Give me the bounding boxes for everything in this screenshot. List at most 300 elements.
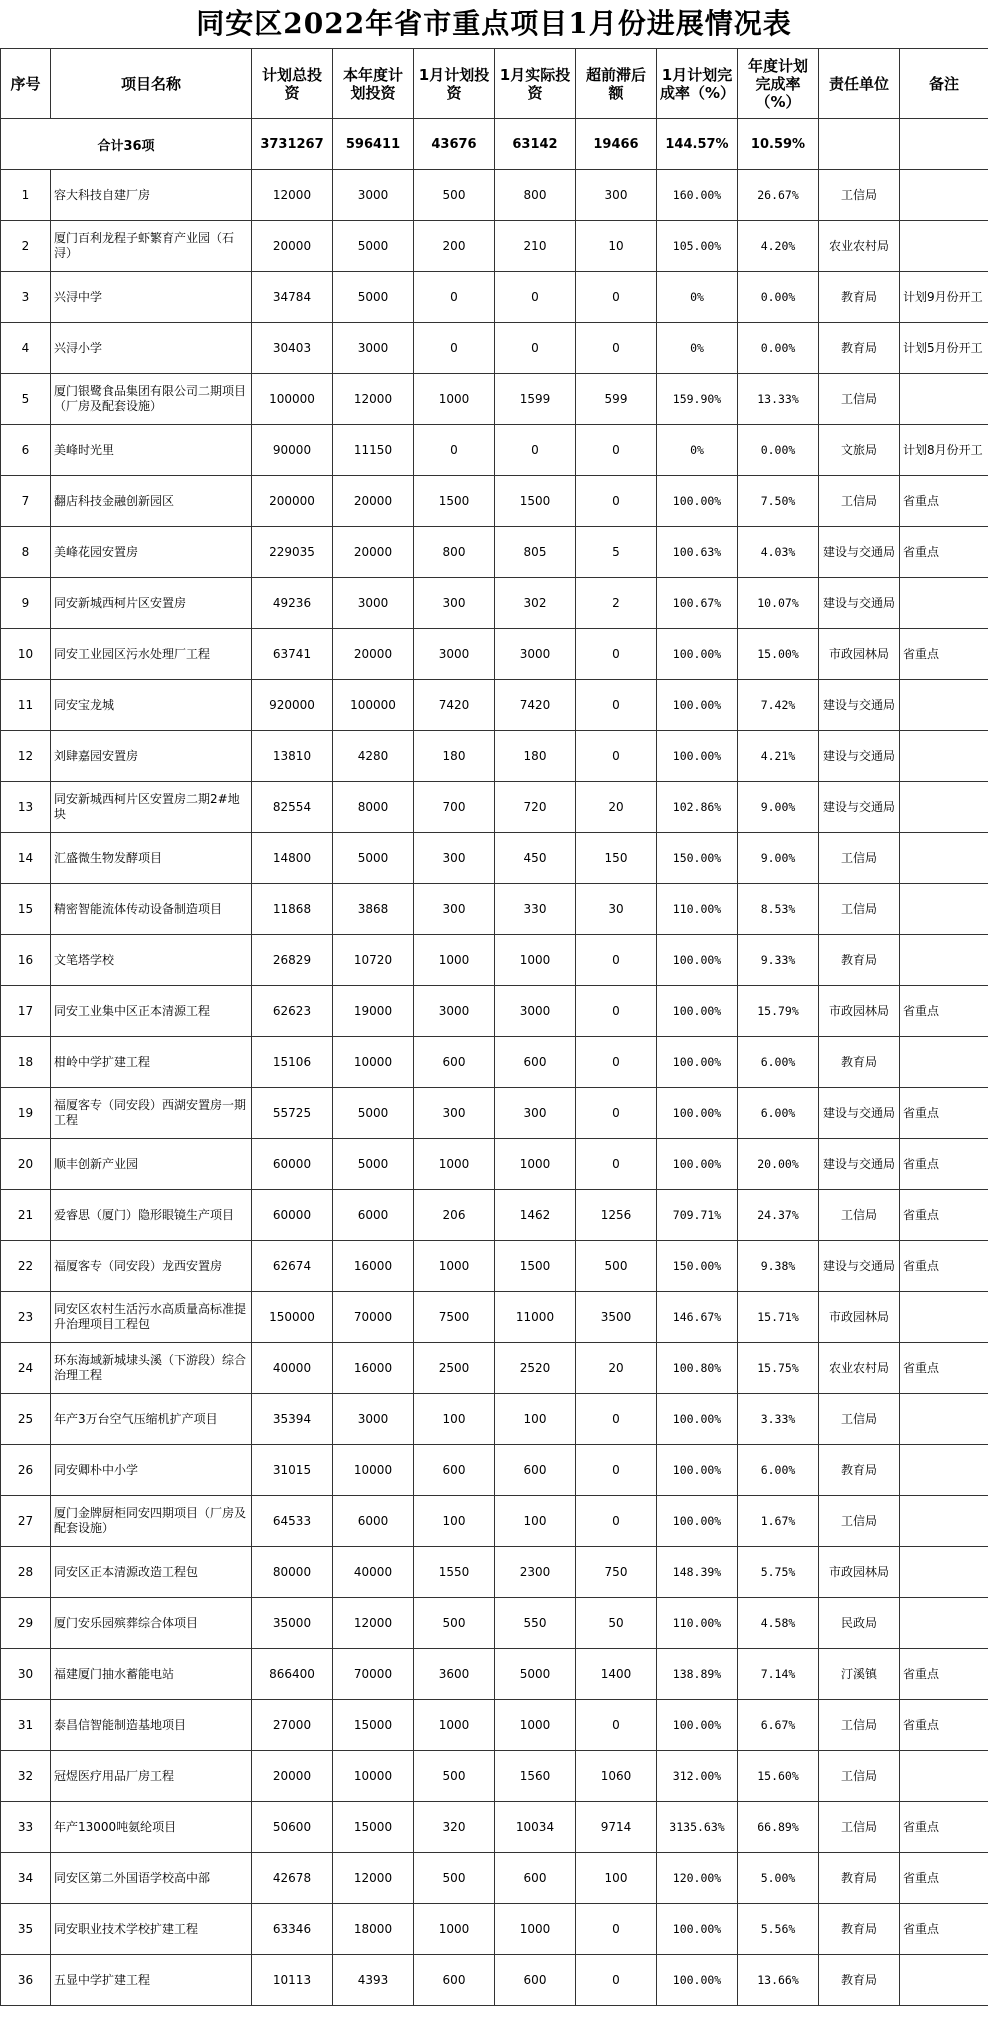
jan-plan-cell: 2500 [414,1343,495,1394]
jan-plan-cell: 600 [414,1037,495,1088]
jan-rate-cell: 100.00% [657,1037,738,1088]
year-rate-cell: 9.38% [738,1241,819,1292]
jan-rate-cell: 146.67% [657,1292,738,1343]
remark-cell [900,1037,988,1088]
year-rate-cell: 4.21% [738,731,819,782]
year-plan-cell: 10720 [333,935,414,986]
jan-actual-cell: 10034 [495,1802,576,1853]
jan-plan-cell: 1000 [414,935,495,986]
year-plan-cell: 16000 [333,1241,414,1292]
remark-cell [900,1445,988,1496]
project-name-cell: 福厦客专（同安段）龙西安置房 [51,1241,252,1292]
jan-plan-cell: 0 [414,323,495,374]
project-name-cell: 厦门金牌厨柜同安四期项目（厂房及配套设施） [51,1496,252,1547]
project-name-cell: 同安职业技术学校扩建工程 [51,1904,252,1955]
remark-cell: 省重点 [900,1343,988,1394]
remark-cell: 计划5月份开工 [900,323,988,374]
table-row [1,578,988,629]
year-plan-cell: 70000 [333,1292,414,1343]
year-plan-cell: 10000 [333,1751,414,1802]
year-rate-cell: 6.00% [738,1037,819,1088]
year-plan-cell: 70000 [333,1649,414,1700]
jan-plan-cell: 320 [414,1802,495,1853]
total-plan-cell: 20000 [252,1751,333,1802]
year-plan-cell: 20000 [333,476,414,527]
project-name-cell: 福建厦门抽水蓄能电站 [51,1649,252,1700]
row-number-cell: 2 [1,221,51,272]
header-cell: 责任单位 [819,49,900,119]
jan-rate-cell: 138.89% [657,1649,738,1700]
year-plan-cell: 12000 [333,1598,414,1649]
year-plan-cell: 3000 [333,578,414,629]
table-row [1,272,988,323]
project-name-cell: 同安工业集中区正本清源工程 [51,986,252,1037]
diff-cell: 20 [576,1343,657,1394]
total-plan-cell: 150000 [252,1292,333,1343]
year-plan-cell: 5000 [333,272,414,323]
total-plan-cell: 60000 [252,1139,333,1190]
total-plan-cell: 100000 [252,374,333,425]
row-number-cell: 17 [1,986,51,1037]
jan-actual-cell: 7420 [495,680,576,731]
jan-rate-cell: 110.00% [657,1598,738,1649]
jan-plan-cell: 500 [414,1751,495,1802]
project-name-cell: 翻店科技金融创新园区 [51,476,252,527]
table-row [1,1700,988,1751]
jan-actual-cell: 2300 [495,1547,576,1598]
remark-cell [900,374,988,425]
jan-plan-cell: 3000 [414,629,495,680]
jan-rate-cell: 100.67% [657,578,738,629]
row-number-cell: 33 [1,1802,51,1853]
total-plan-cell: 42678 [252,1853,333,1904]
jan-rate-cell: 100.00% [657,935,738,986]
row-number-cell: 24 [1,1343,51,1394]
diff-cell: 0 [576,1037,657,1088]
table-row [1,476,988,527]
year-plan-cell: 4393 [333,1955,414,2006]
jan-rate-cell: 0% [657,425,738,476]
row-number-cell: 14 [1,833,51,884]
project-name-cell: 同安卿朴中小学 [51,1445,252,1496]
jan-actual-cell: 5000 [495,1649,576,1700]
table-row [1,1190,988,1241]
jan-plan-cell: 600 [414,1445,495,1496]
responsible-unit-cell: 建设与交通局 [819,578,900,629]
total-note-cell [900,119,988,170]
jan-actual-cell: 1500 [495,476,576,527]
total-plan-cell: 14800 [252,833,333,884]
remark-cell [900,833,988,884]
table-row [1,527,988,578]
year-rate-cell: 7.42% [738,680,819,731]
jan-plan-cell: 180 [414,731,495,782]
row-number-cell: 9 [1,578,51,629]
jan-rate-cell: 100.00% [657,1955,738,2006]
table-row [1,782,988,833]
year-plan-cell: 20000 [333,629,414,680]
header-cell: 超前滞后额 [576,49,657,119]
jan-actual-cell: 11000 [495,1292,576,1343]
jan-rate-cell: 100.00% [657,1445,738,1496]
project-name-cell: 美峰时光里 [51,425,252,476]
year-rate-cell: 10.07% [738,578,819,629]
responsible-unit-cell: 农业农村局 [819,1343,900,1394]
responsible-unit-cell: 教育局 [819,1904,900,1955]
table-row [1,1955,988,2006]
row-number-cell: 23 [1,1292,51,1343]
project-name-cell: 爱睿思（厦门）隐形眼镜生产项目 [51,1190,252,1241]
year-plan-cell: 3868 [333,884,414,935]
jan-rate-cell: 100.00% [657,1496,738,1547]
jan-actual-cell: 805 [495,527,576,578]
total-plan-cell: 55725 [252,1088,333,1139]
jan-rate-cell: 312.00% [657,1751,738,1802]
year-plan-cell: 5000 [333,1139,414,1190]
total-plan-cell: 27000 [252,1700,333,1751]
responsible-unit-cell: 建设与交通局 [819,527,900,578]
project-table [0,48,988,2006]
diff-cell: 9714 [576,1802,657,1853]
year-rate-cell: 26.67% [738,170,819,221]
year-rate-cell: 8.53% [738,884,819,935]
jan-rate-cell: 102.86% [657,782,738,833]
jan-actual-cell: 1000 [495,1139,576,1190]
year-plan-cell: 20000 [333,527,414,578]
total-plan-cell: 12000 [252,170,333,221]
header-row [1,49,988,119]
project-name-cell: 冠煜医疗用品厂房工程 [51,1751,252,1802]
remark-cell [900,935,988,986]
jan-rate-cell: 150.00% [657,1241,738,1292]
year-plan-cell: 12000 [333,1853,414,1904]
year-rate-cell: 0.00% [738,323,819,374]
year-rate-cell: 1.67% [738,1496,819,1547]
year-rate-cell: 13.33% [738,374,819,425]
diff-cell: 5 [576,527,657,578]
total-plan-cell: 15106 [252,1037,333,1088]
project-name-cell: 年产13000吨氨纶项目 [51,1802,252,1853]
diff-cell: 20 [576,782,657,833]
jan-plan-cell: 1000 [414,1241,495,1292]
header-cell: 序号 [1,49,51,119]
total-diff-cell: 19466 [576,119,657,170]
project-name-cell: 同安新城西柯片区安置房二期2#地块 [51,782,252,833]
total-plan-cell: 40000 [252,1343,333,1394]
row-number-cell: 26 [1,1445,51,1496]
jan-actual-cell: 1500 [495,1241,576,1292]
jan-plan-cell: 1000 [414,1700,495,1751]
jan-plan-cell: 300 [414,578,495,629]
diff-cell: 0 [576,1700,657,1751]
year-rate-cell: 7.14% [738,1649,819,1700]
year-rate-cell: 6.00% [738,1445,819,1496]
jan-actual-cell: 600 [495,1853,576,1904]
jan-plan-cell: 300 [414,884,495,935]
responsible-unit-cell: 市政园林局 [819,986,900,1037]
jan-plan-cell: 0 [414,272,495,323]
year-rate-cell: 24.37% [738,1190,819,1241]
project-name-cell: 福厦客专（同安段）西湖安置房一期工程 [51,1088,252,1139]
total-plan-cell: 920000 [252,680,333,731]
table-row [1,425,988,476]
row-number-cell: 25 [1,1394,51,1445]
project-name-cell: 同安宝龙城 [51,680,252,731]
jan-actual-cell: 100 [495,1394,576,1445]
page-title: 同安区2022年省市重点项目1月份进展情况表 [196,7,792,40]
remark-cell: 省重点 [900,1649,988,1700]
total-label: 合计36项 [1,119,252,170]
total-plan-cell: 60000 [252,1190,333,1241]
year-rate-cell: 15.60% [738,1751,819,1802]
remark-cell [900,782,988,833]
jan-rate-cell: 160.00% [657,170,738,221]
remark-cell [900,170,988,221]
year-plan-cell: 8000 [333,782,414,833]
table-row [1,1802,988,1853]
responsible-unit-cell: 工信局 [819,1751,900,1802]
jan-actual-cell: 180 [495,731,576,782]
total-plan-cell: 80000 [252,1547,333,1598]
remark-cell: 省重点 [900,1853,988,1904]
total-plan-cell: 26829 [252,935,333,986]
jan-plan-cell: 7500 [414,1292,495,1343]
year-plan-cell: 19000 [333,986,414,1037]
row-number-cell: 20 [1,1139,51,1190]
responsible-unit-cell: 教育局 [819,1853,900,1904]
jan-actual-cell: 1000 [495,935,576,986]
remark-cell: 省重点 [900,1088,988,1139]
project-name-cell: 厦门百利龙程子虾繁育产业园（石浔） [51,221,252,272]
diff-cell: 100 [576,1853,657,1904]
row-number-cell: 6 [1,425,51,476]
year-rate-cell: 15.00% [738,629,819,680]
row-number-cell: 3 [1,272,51,323]
year-rate-cell: 15.79% [738,986,819,1037]
responsible-unit-cell: 工信局 [819,1802,900,1853]
table-row [1,323,988,374]
total-plan-cell: 50600 [252,1802,333,1853]
table-row [1,1445,988,1496]
jan-actual-cell: 550 [495,1598,576,1649]
year-rate-cell: 15.71% [738,1292,819,1343]
year-plan-cell: 6000 [333,1496,414,1547]
year-rate-cell: 7.50% [738,476,819,527]
jan-actual-cell: 600 [495,1445,576,1496]
total-year-rate-cell: 10.59% [738,119,819,170]
table-row [1,629,988,680]
diff-cell: 3500 [576,1292,657,1343]
table-row [1,1139,988,1190]
remark-cell [900,731,988,782]
remark-cell [900,680,988,731]
project-name-cell: 兴浔中学 [51,272,252,323]
row-number-cell: 8 [1,527,51,578]
total-row [1,119,988,170]
jan-rate-cell: 100.63% [657,527,738,578]
remark-cell [900,1292,988,1343]
responsible-unit-cell: 教育局 [819,1955,900,2006]
responsible-unit-cell: 工信局 [819,884,900,935]
year-rate-cell: 3.33% [738,1394,819,1445]
remark-cell: 省重点 [900,986,988,1037]
jan-rate-cell: 0% [657,272,738,323]
project-name-cell: 文笔塔学校 [51,935,252,986]
remark-cell: 省重点 [900,1802,988,1853]
diff-cell: 1400 [576,1649,657,1700]
jan-rate-cell: 110.00% [657,884,738,935]
year-plan-cell: 4280 [333,731,414,782]
year-plan-cell: 12000 [333,374,414,425]
jan-actual-cell: 0 [495,323,576,374]
table-row [1,1649,988,1700]
jan-rate-cell: 100.00% [657,731,738,782]
diff-cell: 0 [576,1904,657,1955]
remark-cell [900,1955,988,2006]
total-plan-cell: 64533 [252,1496,333,1547]
responsible-unit-cell: 市政园林局 [819,1292,900,1343]
row-number-cell: 36 [1,1955,51,2006]
row-number-cell: 28 [1,1547,51,1598]
remark-cell: 计划8月份开工 [900,425,988,476]
jan-plan-cell: 300 [414,1088,495,1139]
header-cell: 计划总投资 [252,49,333,119]
jan-rate-cell: 100.00% [657,986,738,1037]
responsible-unit-cell: 农业农村局 [819,221,900,272]
remark-cell: 省重点 [900,476,988,527]
jan-plan-cell: 3600 [414,1649,495,1700]
remark-cell: 省重点 [900,1904,988,1955]
total-jan-actual-cell: 63142 [495,119,576,170]
row-number-cell: 18 [1,1037,51,1088]
remark-cell [900,1547,988,1598]
year-plan-cell: 3000 [333,1394,414,1445]
table-row [1,1853,988,1904]
jan-rate-cell: 159.90% [657,374,738,425]
total-plan-cell: 20000 [252,221,333,272]
project-name-cell: 厦门银鹭食品集团有限公司二期项目（厂房及配套设施） [51,374,252,425]
responsible-unit-cell: 工信局 [819,170,900,221]
jan-plan-cell: 1000 [414,1904,495,1955]
row-number-cell: 29 [1,1598,51,1649]
jan-actual-cell: 3000 [495,986,576,1037]
remark-cell: 计划9月份开工 [900,272,988,323]
header-cell: 1月计划投资 [414,49,495,119]
jan-actual-cell: 302 [495,578,576,629]
responsible-unit-cell: 教育局 [819,1445,900,1496]
jan-rate-cell: 100.00% [657,1700,738,1751]
jan-actual-cell: 300 [495,1088,576,1139]
year-rate-cell: 0.00% [738,425,819,476]
diff-cell: 0 [576,680,657,731]
total-unit-cell [819,119,900,170]
responsible-unit-cell: 工信局 [819,1700,900,1751]
diff-cell: 1256 [576,1190,657,1241]
jan-actual-cell: 1000 [495,1904,576,1955]
year-plan-cell: 16000 [333,1343,414,1394]
jan-plan-cell: 1000 [414,1139,495,1190]
row-number-cell: 21 [1,1190,51,1241]
project-name-cell: 年产3万台空气压缩机扩产项目 [51,1394,252,1445]
year-rate-cell: 9.00% [738,782,819,833]
jan-actual-cell: 3000 [495,629,576,680]
responsible-unit-cell: 市政园林局 [819,1547,900,1598]
jan-rate-cell: 709.71% [657,1190,738,1241]
year-plan-cell: 40000 [333,1547,414,1598]
table-row [1,1751,988,1802]
year-rate-cell: 13.66% [738,1955,819,2006]
row-number-cell: 27 [1,1496,51,1547]
table-row [1,1241,988,1292]
remark-cell: 省重点 [900,527,988,578]
year-rate-cell: 5.00% [738,1853,819,1904]
table-row [1,1088,988,1139]
jan-actual-cell: 330 [495,884,576,935]
row-number-cell: 35 [1,1904,51,1955]
project-name-cell: 美峰花园安置房 [51,527,252,578]
total-plan-cell: 3731267 [252,119,333,170]
project-name-cell: 环东海域新城埭头溪（下游段）综合治理工程 [51,1343,252,1394]
year-rate-cell: 9.33% [738,935,819,986]
table-row [1,935,988,986]
header-cell: 备注 [900,49,988,119]
diff-cell: 1060 [576,1751,657,1802]
project-name-cell: 同安区第二外国语学校高中部 [51,1853,252,1904]
jan-actual-cell: 720 [495,782,576,833]
responsible-unit-cell: 市政园林局 [819,629,900,680]
total-plan-cell: 11868 [252,884,333,935]
jan-actual-cell: 100 [495,1496,576,1547]
year-rate-cell: 6.67% [738,1700,819,1751]
table-row [1,374,988,425]
table-row [1,1394,988,1445]
jan-actual-cell: 1462 [495,1190,576,1241]
remark-cell: 省重点 [900,629,988,680]
table-row [1,1037,988,1088]
project-name-cell: 同安区正本清源改造工程包 [51,1547,252,1598]
project-name-cell: 泰昌信智能制造基地项目 [51,1700,252,1751]
remark-cell: 省重点 [900,1700,988,1751]
diff-cell: 10 [576,221,657,272]
table-row [1,1343,988,1394]
year-rate-cell: 4.03% [738,527,819,578]
remark-cell [900,884,988,935]
year-rate-cell: 4.20% [738,221,819,272]
header-cell: 1月计划完成率（%） [657,49,738,119]
jan-plan-cell: 3000 [414,986,495,1037]
project-name-cell: 顺丰创新产业园 [51,1139,252,1190]
row-number-cell: 7 [1,476,51,527]
year-plan-cell: 5000 [333,1088,414,1139]
diff-cell: 300 [576,170,657,221]
table-row [1,986,988,1037]
jan-rate-cell: 148.39% [657,1547,738,1598]
diff-cell: 0 [576,629,657,680]
row-number-cell: 34 [1,1853,51,1904]
row-number-cell: 16 [1,935,51,986]
diff-cell: 0 [576,1088,657,1139]
jan-rate-cell: 0% [657,323,738,374]
responsible-unit-cell: 建设与交通局 [819,1241,900,1292]
responsible-unit-cell: 工信局 [819,374,900,425]
year-rate-cell: 9.00% [738,833,819,884]
table-row [1,1496,988,1547]
remark-cell [900,578,988,629]
table-row [1,1547,988,1598]
total-plan-cell: 63346 [252,1904,333,1955]
table-row [1,731,988,782]
jan-actual-cell: 1599 [495,374,576,425]
